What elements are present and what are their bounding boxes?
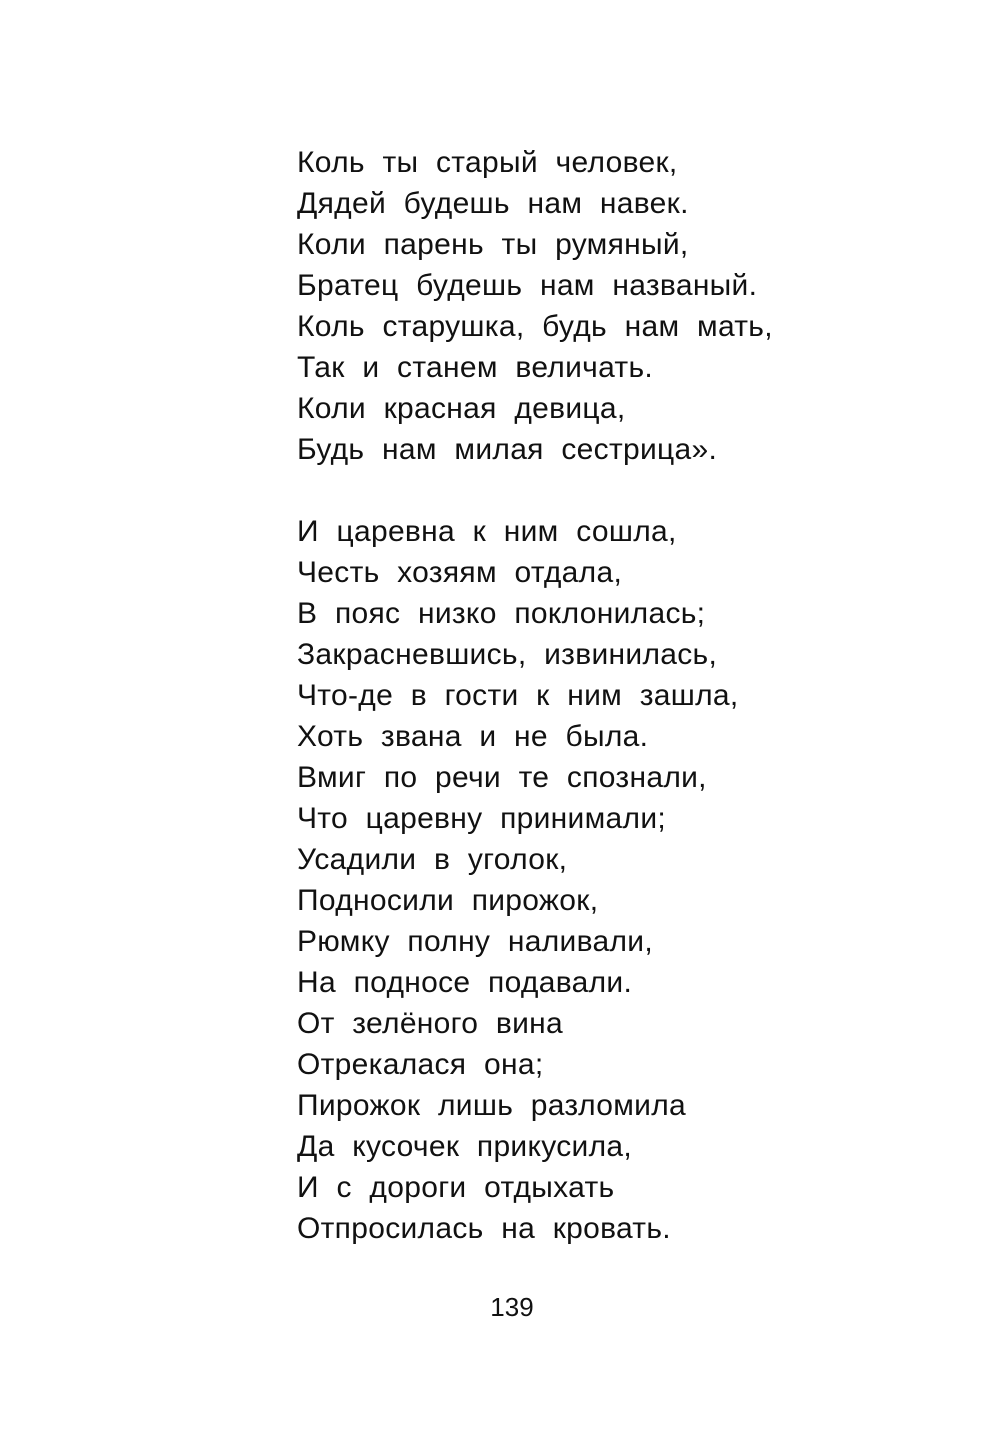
poem-line: Так и станем величать. (297, 351, 654, 384)
poem-line: От зелёного вина (297, 1007, 564, 1040)
poem-text (297, 142, 857, 1249)
poem-line: Что-де в гости к ним зашла, (297, 679, 739, 712)
poem-line: Что царевну принимали; (297, 802, 667, 835)
poem-line: И царевна к ним сошла, (297, 515, 677, 548)
poem-line: Коль старушка, будь нам мать, (297, 310, 773, 343)
poem-line: Рюмку полну наливали, (297, 925, 653, 958)
poem-line: Подносили пирожок, (297, 884, 599, 917)
poem-line: Усадили в уголок, (297, 843, 568, 876)
poem-line: Братец будешь нам названый. (297, 269, 758, 302)
poem-line: Честь хозяям отдала, (297, 556, 623, 589)
poem-line: Отрекалася она; (297, 1048, 544, 1081)
poem-line: Отпросилась на кровать. (297, 1212, 671, 1245)
stanza-2 (297, 511, 857, 1249)
poem-line: Закрасневшись, извинилась, (297, 638, 718, 671)
poem-line: В пояс низко поклонилась; (297, 597, 706, 630)
poem-line: Дядей будешь нам навек. (297, 187, 689, 220)
poem-line: Хоть звана и не была. (297, 720, 649, 753)
poem-line: Коли парень ты румяный, (297, 228, 689, 261)
poem-line: И с дороги отдыхать (297, 1171, 615, 1204)
poem-line: Коль ты старый человек, (297, 146, 678, 179)
stanza-1 (297, 142, 857, 470)
page-number: 139 (490, 1292, 534, 1322)
poem-line: Будь нам милая сестрица». (297, 433, 718, 466)
poem-line: Вмиг по речи те спознали, (297, 761, 707, 794)
poem-line: Коли красная девица, (297, 392, 626, 425)
poem-line: На подносе подавали. (297, 966, 633, 999)
poem-line: Да кусочек прикусила, (297, 1130, 632, 1163)
poem-line: Пирожок лишь разломила (297, 1089, 687, 1122)
